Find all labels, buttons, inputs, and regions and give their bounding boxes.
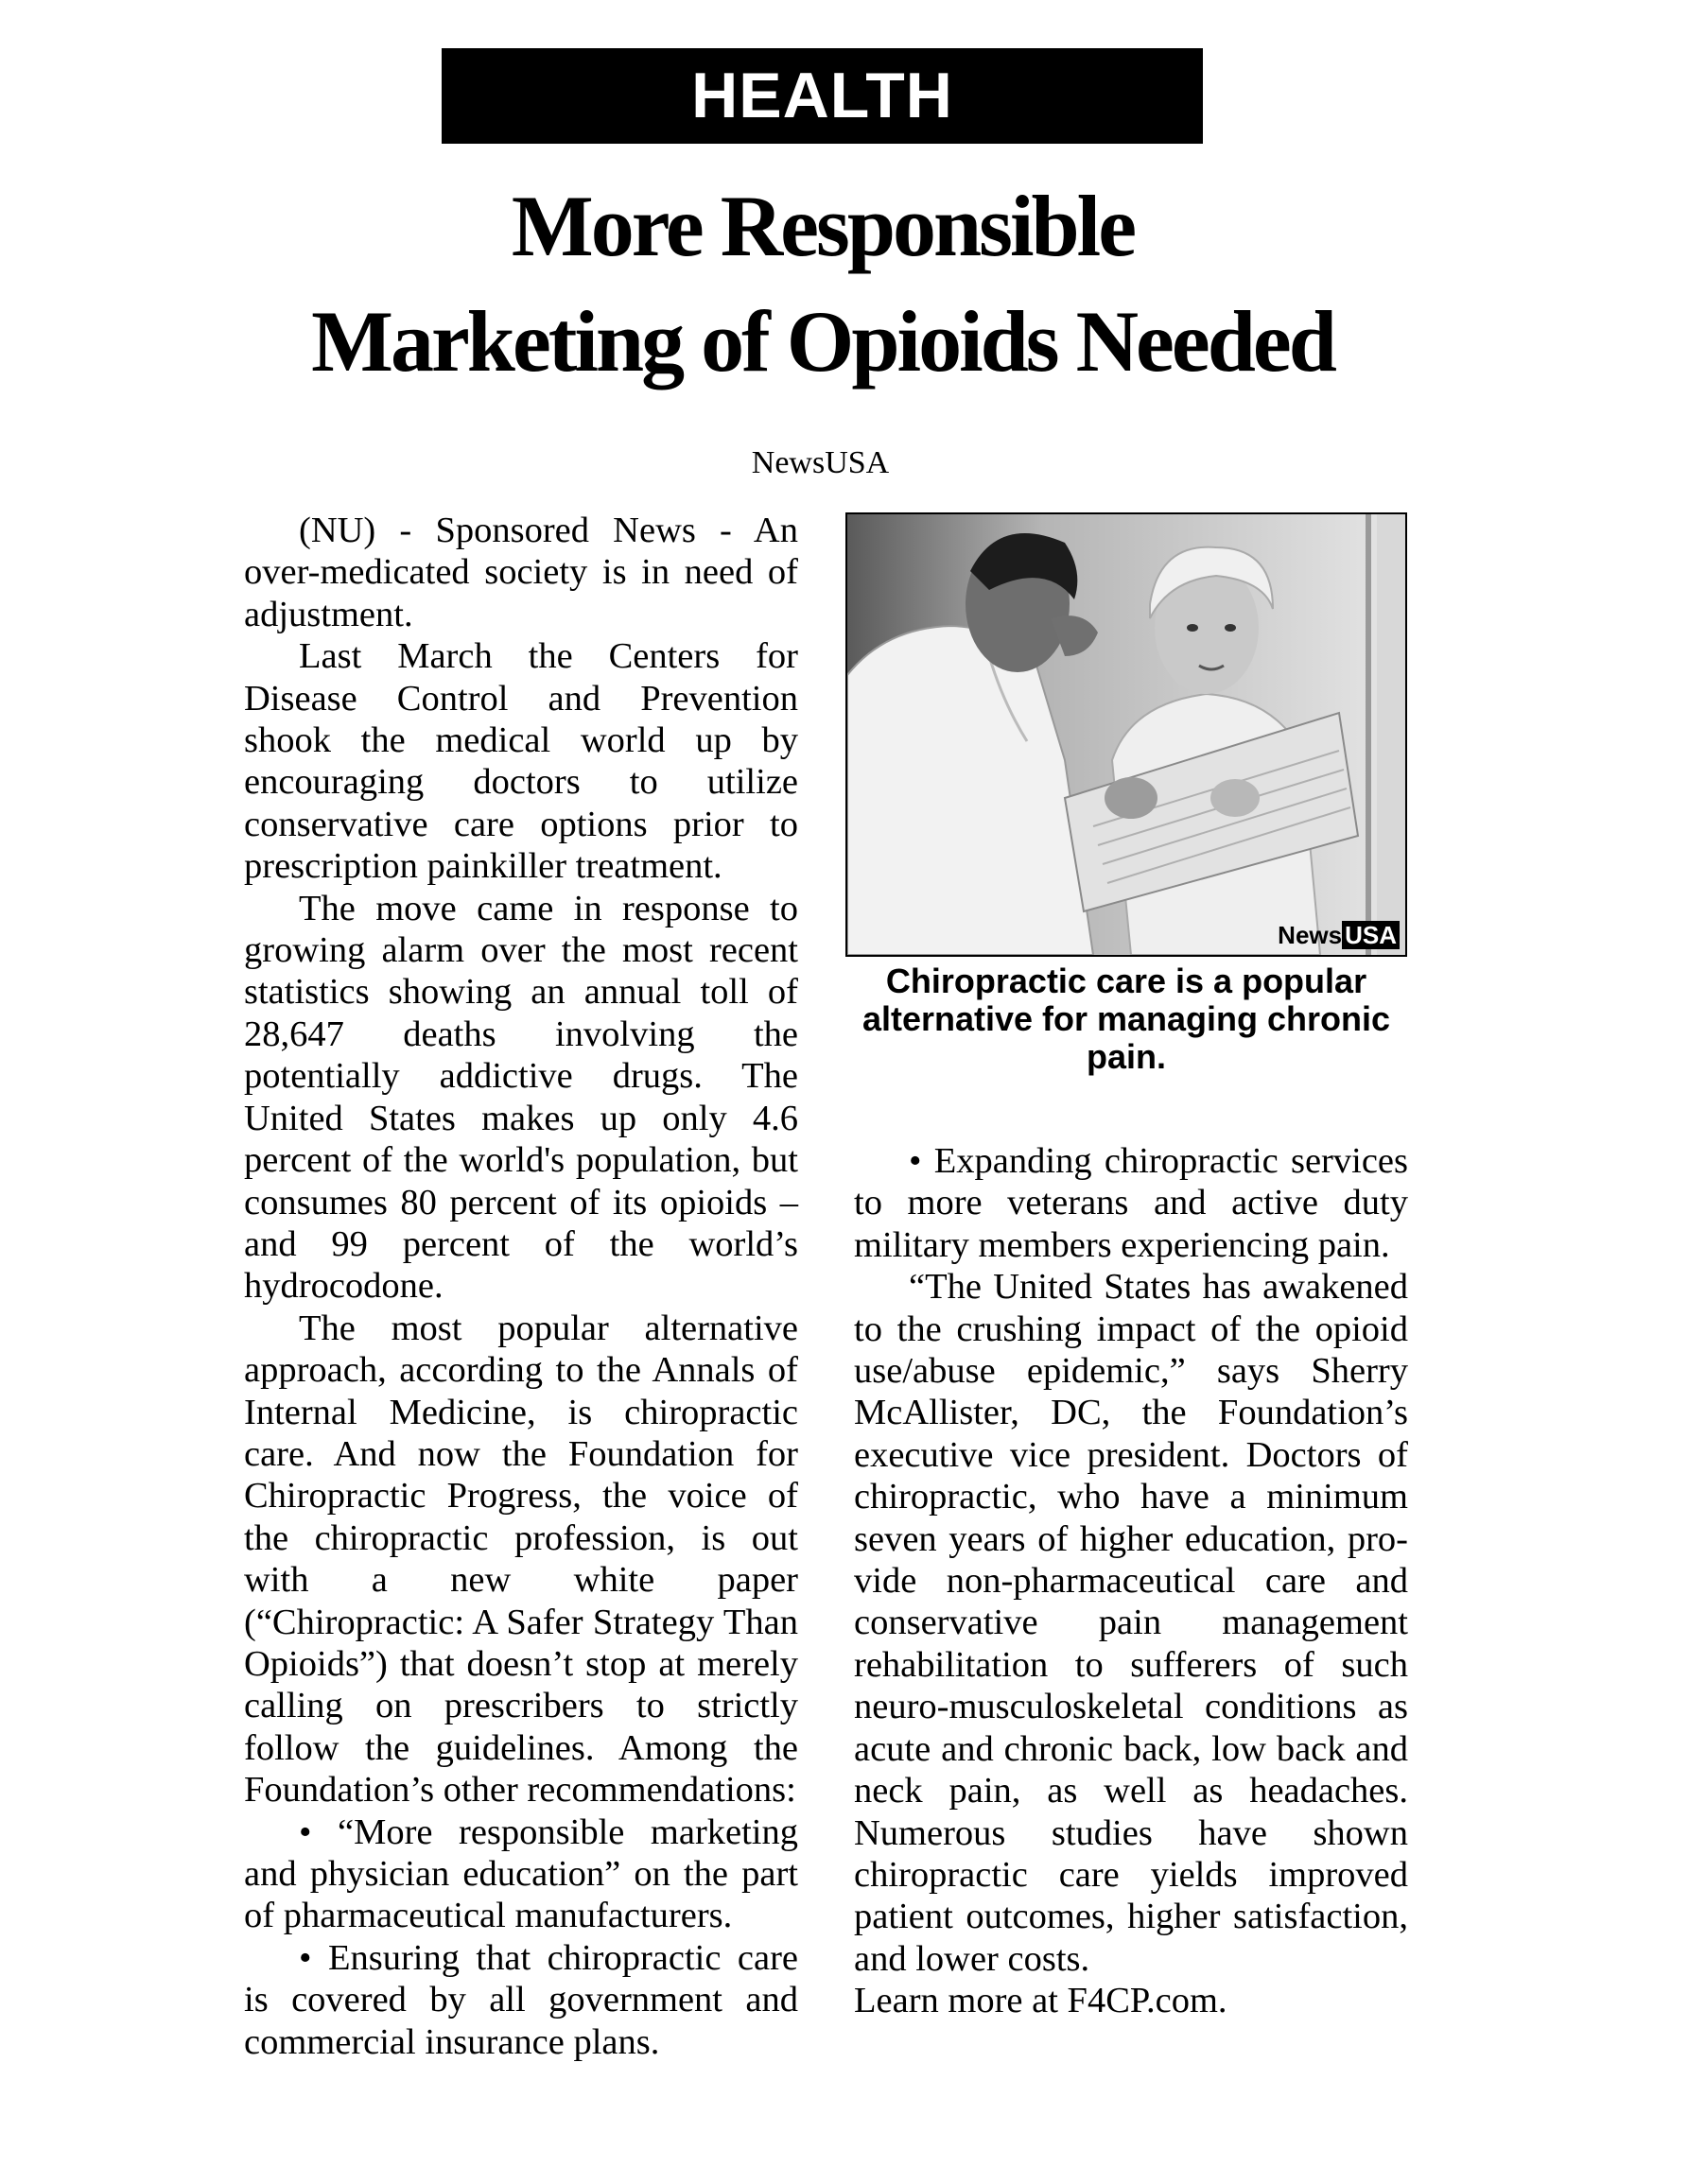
bullet-paragraph: • Expanding chiropractic services to more veterans and active duty military members experiencing pain. [854,1141,1408,1265]
paragraph: The most popular alternative approach, according to the Annals of Internal Medicine, is chiropractic care. And now the Foundation for Chiropractic Progress, the voice of the chiropractic profession, is out with a new white paper (“Chiropractic: A Safer Strategy Than Opioids”) that doesn’t stop at merely calling on prescribers to strictly follow the guidelines. Among the Foundation’s other recommendations: [244,1308,798,1811]
bullet-paragraph: • Ensuring that chiropractic care is covered by all government and commercial insurance plans. [244,1937,798,2062]
headline-line-1: More Responsible [511,178,1135,274]
article-photo [845,512,1407,957]
byline: NewsUSA [751,445,890,480]
paragraph: “The United States has awakened to the crushing impact of the opioid use/abuse epidemic,” says Sherry McAllister, DC, the Foundation’s executive vice president. Doctors of chiropractic, who have a minimum seven years of higher education, provide non-pharmaceutical care and conservative pain management rehabilitation to sufferers of such neuro-musculoskeletal conditions as acute and chronic back, low back and neck pain, as well as headaches. Numerous studies have shown chiropractic care yields improved patient outcomes, higher satisfaction, and lower costs. [854,1267,1408,1979]
photo-illustration [847,514,1405,955]
paragraph: (NU) - Sponsored News - An over-medicated society is in need of adjustment. [244,511,798,634]
headline-line-2: Marketing of Opioids Needed [311,293,1334,390]
bullet-paragraph: • “More responsible marketing and physician education” on the part of pharmaceutical manufacturers. [244,1811,798,1936]
article-column-right [854,1140,1408,2022]
photo-caption: Chiropractic care is a popular alternative for managing chronic pain. [861,962,1391,1076]
article-column-left [244,510,798,2063]
section-banner: HEALTH [442,48,1203,144]
paragraph: The move came in response to growing alarm over the most recent statistics showing an annual toll of 28,647 deaths involving the potentially addictive drugs. The United States makes up only 4.6 percent of the world's population, but consumes 80 percent of its opioids – and 99 percent of the world’s hydrocodone. [244,888,798,1307]
learn-more-line: Learn more at F4CP.com. [854,1981,1227,2021]
article-headline [189,168,1456,399]
paragraph: Last March the Centers for Disease Control and Prevention shook the medical world up by encouraging doctors to utilize conservative care options prior to prescription painkiller treatment. [244,636,798,887]
photo-watermark: News USA [1278,921,1400,949]
